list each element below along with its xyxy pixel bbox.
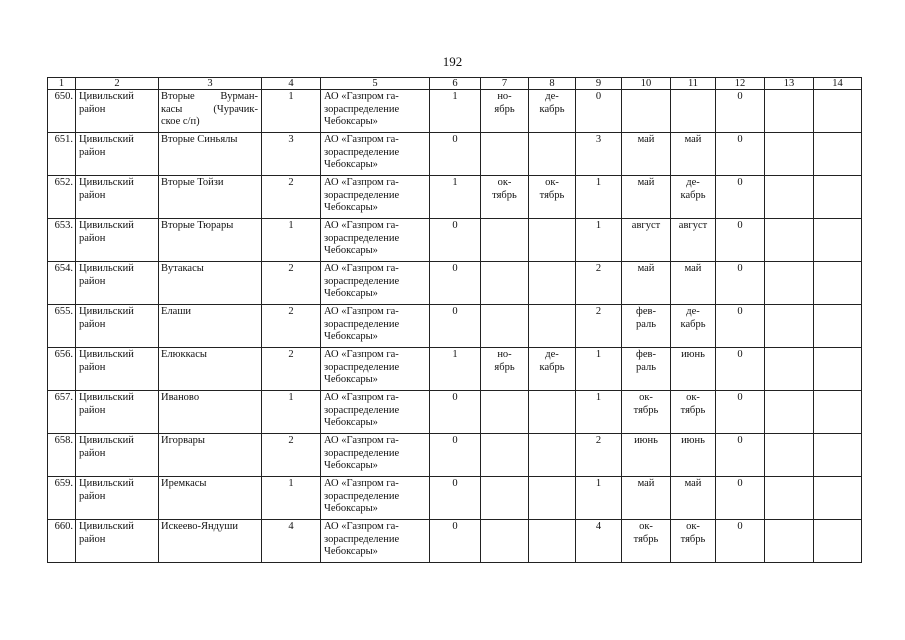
cell-line: район [79, 146, 106, 158]
col11-month-cell [671, 477, 716, 520]
col9-cell: 2 [576, 434, 622, 477]
cell-line: Елаши [161, 306, 192, 317]
column-number: 1 [48, 78, 76, 90]
organization-cell [321, 90, 430, 133]
col8-month-cell [529, 262, 576, 305]
cell-line: раль [635, 318, 657, 330]
cell-line: зораспределение [324, 533, 400, 545]
row-number: 655. [48, 305, 76, 348]
row-number: 660. [48, 520, 76, 563]
col8-month-cell [529, 477, 576, 520]
col13-cell [765, 520, 814, 563]
cell-line: Чебоксары» [324, 417, 378, 428]
col12-cell: 0 [716, 133, 765, 176]
col13-cell [765, 90, 814, 133]
cell-line: ок- [545, 177, 559, 188]
cell-line: кабрь [539, 103, 565, 115]
locality-cell [159, 219, 262, 262]
col14-cell [814, 305, 862, 348]
col11-month-cell [671, 90, 716, 133]
column-number: 9 [576, 78, 622, 90]
locality-cell [159, 305, 262, 348]
cell-line: раль [635, 361, 657, 373]
cell-line: Цивильский [79, 134, 134, 145]
cell-line: май [637, 134, 655, 145]
cell-line: АО «Газпром га- [324, 220, 399, 231]
col9-cell: 2 [576, 305, 622, 348]
organization-cell [321, 434, 430, 477]
col13-cell [765, 434, 814, 477]
cell-line: зораспределение [324, 189, 400, 201]
locality-cell [159, 90, 262, 133]
table-body [48, 78, 862, 563]
cell-line: район [79, 404, 106, 416]
cell-line: АО «Газпром га- [324, 91, 399, 102]
locality-cell [159, 348, 262, 391]
cell-line: кабрь [539, 361, 565, 373]
col7-month-cell [481, 520, 529, 563]
locality-cell [159, 434, 262, 477]
cell-line: Чебоксары» [324, 546, 378, 557]
cell-line: Чебоксары» [324, 460, 378, 471]
col9-cell: 1 [576, 477, 622, 520]
count-cell: 1 [262, 477, 321, 520]
cell-line: АО «Газпром га- [324, 177, 399, 188]
row-number: 653. [48, 219, 76, 262]
cell-line: АО «Газпром га- [324, 478, 399, 489]
cell-line: Чебоксары» [324, 116, 378, 127]
cell-line: ябрь [494, 361, 515, 373]
col11-month-cell [671, 391, 716, 434]
cell-line: май [637, 177, 655, 188]
col6-cell: 0 [430, 262, 481, 305]
cell-line: ок- [497, 177, 512, 188]
cell-line: тябрь [680, 404, 706, 416]
col7-month-cell [481, 262, 529, 305]
cell-line: Искеево-Яндуши [161, 521, 238, 532]
cell-line: тябрь [680, 533, 706, 545]
table-row [48, 262, 862, 305]
gasification-table [47, 77, 862, 563]
locality-cell [159, 391, 262, 434]
col10-month-cell [622, 219, 671, 262]
table-row [48, 305, 862, 348]
cell-line: зораспределение [324, 490, 400, 502]
cell-line: тябрь [492, 189, 517, 201]
table-row [48, 520, 862, 563]
col11-month-cell [671, 434, 716, 477]
district-cell [76, 434, 159, 477]
district-cell [76, 477, 159, 520]
cell-line: Цивильский [79, 91, 134, 102]
row-number: 654. [48, 262, 76, 305]
cell-line: де- [545, 349, 559, 360]
col12-cell: 0 [716, 520, 765, 563]
count-cell: 2 [262, 348, 321, 391]
locality-cell [159, 262, 262, 305]
col6-cell: 1 [430, 176, 481, 219]
cell-line: район [79, 318, 106, 330]
cell-line: де- [545, 91, 559, 102]
cell-line: Чебоксары» [324, 503, 378, 514]
cell-line: июнь [634, 435, 658, 446]
col7-month-cell [481, 219, 529, 262]
column-number: 12 [716, 78, 765, 90]
cell-line: фев- [636, 349, 656, 360]
col12-cell: 0 [716, 434, 765, 477]
col6-cell: 0 [430, 391, 481, 434]
row-number: 656. [48, 348, 76, 391]
table-row [48, 219, 862, 262]
district-cell [76, 262, 159, 305]
column-number: 2 [76, 78, 159, 90]
col7-month-cell [481, 176, 529, 219]
col12-cell: 0 [716, 391, 765, 434]
table-row [48, 434, 862, 477]
col9-cell: 0 [576, 90, 622, 133]
table-row [48, 348, 862, 391]
cell-line: Вторые Тюрары [161, 220, 234, 231]
cell-line: август [678, 220, 708, 231]
cell-line: Чебоксары» [324, 331, 378, 342]
col7-month-cell [481, 477, 529, 520]
column-number: 11 [671, 78, 716, 90]
col11-month-cell [671, 219, 716, 262]
col6-cell: 0 [430, 305, 481, 348]
column-number: 5 [321, 78, 430, 90]
col7-month-cell [481, 434, 529, 477]
count-cell: 2 [262, 262, 321, 305]
col7-month-cell [481, 305, 529, 348]
col8-month-cell [529, 520, 576, 563]
cell-line: май [684, 478, 702, 489]
cell-line: район [79, 361, 106, 373]
organization-cell [321, 348, 430, 391]
cell-line: зораспределение [324, 318, 400, 330]
organization-cell [321, 305, 430, 348]
col6-cell: 1 [430, 348, 481, 391]
column-number: 6 [430, 78, 481, 90]
cell-line: Елюккасы [161, 349, 207, 360]
locality-cell [159, 520, 262, 563]
col10-month-cell [622, 133, 671, 176]
row-number: 650. [48, 90, 76, 133]
cell-line: зораспределение [324, 404, 400, 416]
column-number: 10 [622, 78, 671, 90]
col8-month-cell [529, 90, 576, 133]
locality-cell [159, 133, 262, 176]
col13-cell [765, 477, 814, 520]
col8-month-cell [529, 176, 576, 219]
col12-cell: 0 [716, 348, 765, 391]
cell-line: АО «Газпром га- [324, 263, 399, 274]
cell-line: касы (Чурачик- [161, 103, 258, 115]
col12-cell: 0 [716, 262, 765, 305]
count-cell: 1 [262, 219, 321, 262]
cell-line: июнь [681, 349, 705, 360]
organization-cell [321, 133, 430, 176]
cell-line: Чебоксары» [324, 245, 378, 256]
row-number: 657. [48, 391, 76, 434]
column-number: 4 [262, 78, 321, 90]
col13-cell [765, 262, 814, 305]
col11-month-cell [671, 133, 716, 176]
col14-cell [814, 520, 862, 563]
col12-cell: 0 [716, 477, 765, 520]
organization-cell [321, 477, 430, 520]
col9-cell: 1 [576, 391, 622, 434]
cell-line: Цивильский [79, 392, 134, 403]
cell-line: АО «Газпром га- [324, 392, 399, 403]
col10-month-cell [622, 477, 671, 520]
cell-line: Иваново [161, 392, 200, 403]
cell-line: Иремкасы [161, 478, 207, 489]
count-cell: 1 [262, 391, 321, 434]
col11-month-cell [671, 262, 716, 305]
cell-line: кабрь [680, 318, 706, 330]
col6-cell: 0 [430, 133, 481, 176]
organization-cell [321, 520, 430, 563]
cell-line: Цивильский [79, 521, 134, 532]
cell-line: май [684, 134, 702, 145]
count-cell: 4 [262, 520, 321, 563]
col10-month-cell [622, 434, 671, 477]
count-cell: 2 [262, 176, 321, 219]
cell-line: район [79, 232, 106, 244]
district-cell [76, 520, 159, 563]
col10-month-cell [622, 176, 671, 219]
col13-cell [765, 305, 814, 348]
cell-line: район [79, 103, 106, 115]
cell-line: ок- [686, 521, 700, 532]
col10-month-cell [622, 391, 671, 434]
column-number: 14 [814, 78, 862, 90]
cell-line: Чебоксары» [324, 288, 378, 299]
column-number-row [48, 78, 862, 90]
district-cell [76, 391, 159, 434]
col8-month-cell [529, 305, 576, 348]
table-row [48, 391, 862, 434]
col14-cell [814, 219, 862, 262]
col12-cell: 0 [716, 219, 765, 262]
col10-month-cell [622, 262, 671, 305]
col9-cell: 2 [576, 262, 622, 305]
col6-cell: 0 [430, 434, 481, 477]
col9-cell: 1 [576, 348, 622, 391]
cell-line: АО «Газпром га- [324, 134, 399, 145]
col8-month-cell [529, 219, 576, 262]
table-row [48, 176, 862, 219]
cell-line: но- [497, 349, 512, 360]
col11-month-cell [671, 520, 716, 563]
cell-line: район [79, 533, 106, 545]
cell-line: кабрь [680, 189, 706, 201]
cell-line: июнь [681, 435, 705, 446]
row-number: 658. [48, 434, 76, 477]
district-cell [76, 219, 159, 262]
organization-cell [321, 176, 430, 219]
col6-cell: 0 [430, 477, 481, 520]
table-row [48, 90, 862, 133]
cell-line: ок- [686, 392, 700, 403]
cell-line: Цивильский [79, 263, 134, 274]
cell-line: район [79, 447, 106, 459]
cell-line: де- [686, 177, 700, 188]
col12-cell: 0 [716, 176, 765, 219]
cell-line: зораспределение [324, 447, 400, 459]
count-cell: 3 [262, 133, 321, 176]
cell-line: Чебоксары» [324, 374, 378, 385]
col6-cell: 0 [430, 219, 481, 262]
cell-line: тябрь [633, 404, 659, 416]
cell-line: Вутакасы [161, 263, 204, 274]
column-number: 13 [765, 78, 814, 90]
cell-line: ябрь [494, 103, 515, 115]
col14-cell [814, 133, 862, 176]
col9-cell: 4 [576, 520, 622, 563]
row-number: 651. [48, 133, 76, 176]
organization-cell [321, 391, 430, 434]
col14-cell [814, 90, 862, 133]
row-number: 652. [48, 176, 76, 219]
cell-line: район [79, 275, 106, 287]
cell-line: район [79, 490, 106, 502]
cell-line: АО «Газпром га- [324, 349, 399, 360]
col7-month-cell [481, 348, 529, 391]
col14-cell [814, 434, 862, 477]
cell-line: фев- [636, 306, 656, 317]
organization-cell [321, 262, 430, 305]
cell-line: зораспределение [324, 232, 400, 244]
cell-line: Цивильский [79, 435, 134, 446]
row-number: 659. [48, 477, 76, 520]
cell-line: май [637, 478, 655, 489]
cell-line: тябрь [633, 533, 659, 545]
col11-month-cell [671, 348, 716, 391]
locality-cell [159, 477, 262, 520]
district-cell [76, 133, 159, 176]
col13-cell [765, 348, 814, 391]
column-number: 8 [529, 78, 576, 90]
table-row [48, 133, 862, 176]
col13-cell [765, 176, 814, 219]
cell-line: Цивильский [79, 349, 134, 360]
col13-cell [765, 133, 814, 176]
district-cell [76, 176, 159, 219]
col14-cell [814, 348, 862, 391]
cell-line: Чебоксары» [324, 159, 378, 170]
cell-line: зораспределение [324, 361, 400, 373]
cell-line: ок- [639, 392, 653, 403]
cell-line: но- [497, 91, 512, 102]
cell-line: район [79, 189, 106, 201]
col11-month-cell [671, 176, 716, 219]
table-row [48, 477, 862, 520]
col9-cell: 3 [576, 133, 622, 176]
col7-month-cell [481, 133, 529, 176]
cell-line: август [631, 220, 661, 231]
organization-cell [321, 219, 430, 262]
col14-cell [814, 176, 862, 219]
count-cell: 1 [262, 90, 321, 133]
column-number: 7 [481, 78, 529, 90]
cell-line: АО «Газпром га- [324, 435, 399, 446]
page-number: 192 [442, 54, 463, 69]
col8-month-cell [529, 133, 576, 176]
col6-cell: 0 [430, 520, 481, 563]
count-cell: 2 [262, 434, 321, 477]
col8-month-cell [529, 434, 576, 477]
district-cell [76, 305, 159, 348]
col8-month-cell [529, 348, 576, 391]
cell-line: Цивильский [79, 220, 134, 231]
col6-cell: 1 [430, 90, 481, 133]
cell-line: ок- [639, 521, 653, 532]
cell-line: де- [686, 306, 700, 317]
cell-line: Цивильский [79, 306, 134, 317]
cell-line: зораспределение [324, 103, 400, 115]
district-cell [76, 90, 159, 133]
cell-line: Цивильский [79, 478, 134, 489]
cell-line: АО «Газпром га- [324, 521, 399, 532]
cell-line: Цивильский [79, 177, 134, 188]
col10-month-cell [622, 520, 671, 563]
col8-month-cell [529, 391, 576, 434]
cell-line: май [684, 263, 702, 274]
col11-month-cell [671, 305, 716, 348]
cell-line: Вторые Вурман- [161, 91, 258, 102]
cell-line: Чебоксары» [324, 202, 378, 213]
col13-cell [765, 219, 814, 262]
cell-line: Игорвары [161, 435, 205, 446]
count-cell: 2 [262, 305, 321, 348]
col7-month-cell [481, 90, 529, 133]
col14-cell [814, 477, 862, 520]
column-number: 3 [159, 78, 262, 90]
col7-month-cell [481, 391, 529, 434]
cell-line: зораспределение [324, 146, 400, 158]
cell-line: май [637, 263, 655, 274]
col12-cell: 0 [716, 90, 765, 133]
col10-month-cell [622, 348, 671, 391]
cell-line: тябрь [539, 189, 565, 201]
district-cell [76, 348, 159, 391]
cell-line: АО «Газпром га- [324, 306, 399, 317]
locality-cell [159, 176, 262, 219]
col12-cell: 0 [716, 305, 765, 348]
col9-cell: 1 [576, 176, 622, 219]
col10-month-cell [622, 305, 671, 348]
cell-line: зораспределение [324, 275, 400, 287]
cell-line: Вторые Тойзи [161, 177, 224, 188]
cell-line: Вторые Синьялы [161, 134, 238, 145]
col9-cell: 1 [576, 219, 622, 262]
col13-cell [765, 391, 814, 434]
col14-cell [814, 262, 862, 305]
col14-cell [814, 391, 862, 434]
col10-month-cell [622, 90, 671, 133]
cell-line: ское с/п) [161, 116, 200, 127]
